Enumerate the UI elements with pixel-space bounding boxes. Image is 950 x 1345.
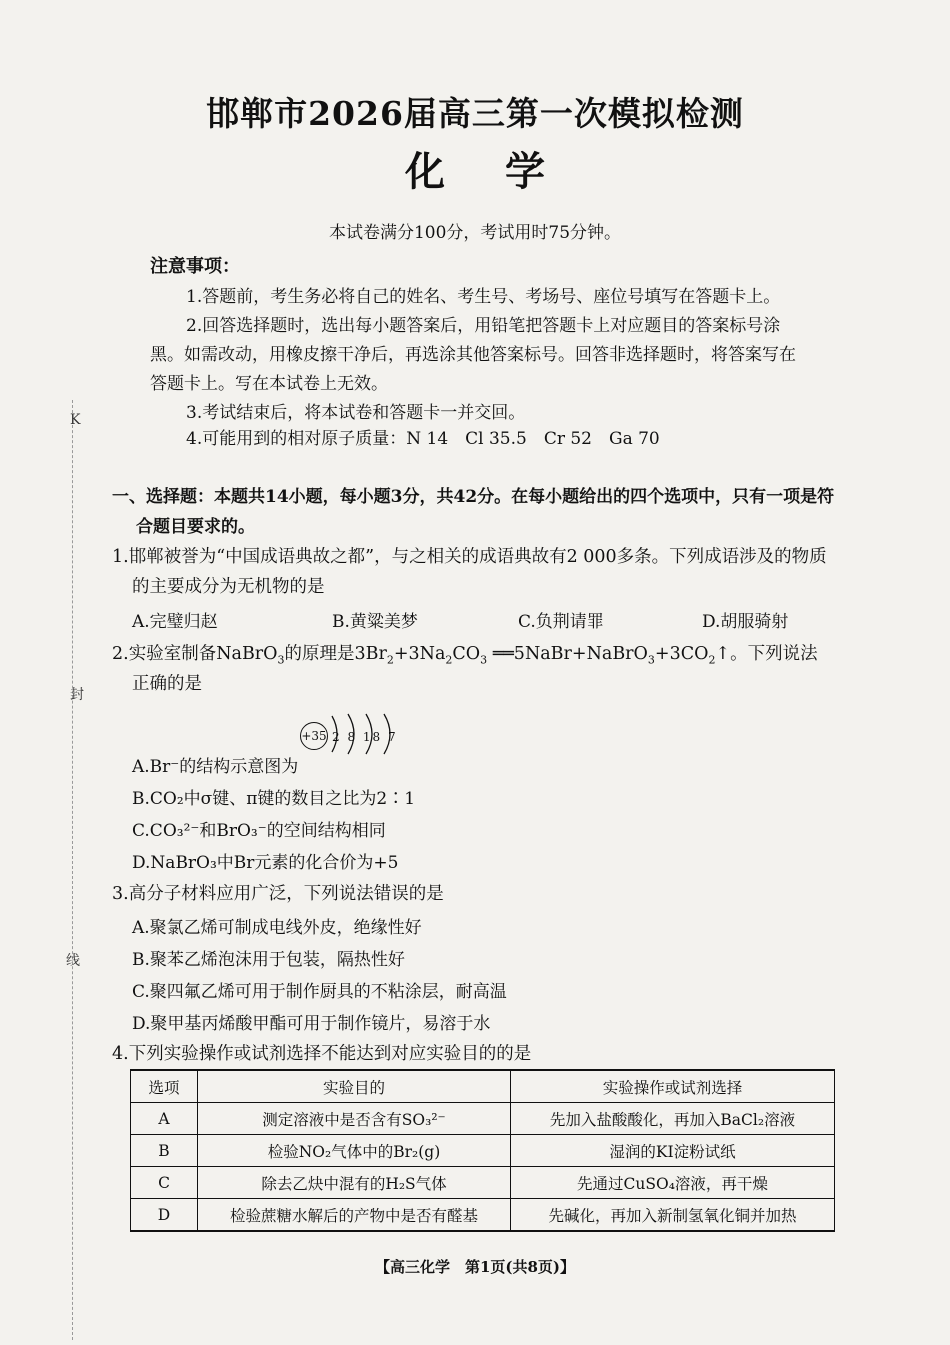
q3-option-b: B.聚苯乙烯泡沫用于包装，隔热性好 [132,950,405,970]
notes-heading: 注意事项： [150,256,240,277]
note-line: 2.回答选择题时，选出每小题答案后，用铅笔把答题卡上对应题目的答案标号涂 [186,316,781,336]
experiment-table [130,1069,835,1232]
table-cell: 除去乙炔中混有的H₂S气体 [198,1167,511,1199]
note-line: 1.答题前，考生务必将自己的姓名、考生号、考场号、座位号填写在答题卡上。 [186,287,781,307]
table-cell: 湿润的KI淀粉试纸 [511,1135,835,1167]
table-cell: A [131,1103,198,1135]
q1-stem: 1.邯郸被誉为“中国成语典故之都”，与之相关的成语典故有2 000多条。下列成语涉及的物质 [112,547,827,567]
q1-option-c: C.负荆请罪 [518,612,604,632]
q4-stem: 4.下列实验操作或试剂选择不能达到对应实验目的的是 [112,1044,532,1064]
table-cell: 先加入盐酸酸化，再加入BaCl₂溶液 [511,1103,835,1135]
q3-option-d: D.聚甲基丙烯酸甲酯可用于制作镜片，易溶于水 [132,1014,491,1034]
q1-option-b: B.黄粱美梦 [332,612,418,632]
q2-stem: 2.实验室制备NaBrO$_3$的原理是$3Br_2+3Na_2CO_3$ $══5NaBr+NaBrO_3+3CO_2↑$。下列说法 [112,644,818,667]
q2-option-c: C.CO₃²⁻和BrO₃⁻的空间结构相同 [132,821,386,841]
note-line: 答题卡上。写在本试卷上无效。 [150,374,388,394]
table-cell: 检验蔗糖水解后的产物中是否有醛基 [198,1199,511,1232]
exam-subject: 化学 [405,148,605,195]
binding-line [72,400,73,1340]
q3-option-a: A.聚氯乙烯可制成电线外皮，绝缘性好 [132,918,422,938]
table-row [131,1199,835,1232]
table-cell: B [131,1135,198,1167]
margin-mark: K [70,412,81,428]
section-heading-cont: 合题目要求的。 [136,517,255,537]
note-line: 4.可能用到的相对原子质量：N 14 Cl 35.5 Cr 52 Ga 70 [186,429,660,449]
exam-info: 本试卷满分100分，考试用时75分钟。 [328,223,622,243]
table-header-row [131,1070,835,1103]
note-line: 黑。如需改动，用橡皮擦干净后，再选涂其他答案标号。回答非选择题时，将答案写在 [150,345,796,365]
section-heading: 一、选择题：本题共14小题，每小题3分，共42分。在每小题给出的四个选项中，只有一项是符 [112,487,835,507]
q3-stem: 3.高分子材料应用广泛，下列说法错误的是 [112,884,444,904]
table-cell: 先通过CuSO₄溶液，再干燥 [511,1167,835,1199]
table-row [131,1103,835,1135]
table-header: 实验操作或试剂选择 [511,1070,835,1103]
q2-option-d: D.NaBrO₃中Br元素的化合价为+5 [132,853,399,873]
q2-option-b: B.CO₂中σ键、π键的数目之比为2∶1 [132,789,416,809]
table-row [131,1167,835,1199]
table-row [131,1135,835,1167]
shell-electron-counts: 2 8 18 7 [332,730,398,744]
q2-stem-cont: 正确的是 [132,674,202,694]
q1-option-d: D.胡服骑射 [702,612,789,632]
q1-stem-cont: 的主要成分为无机物的是 [132,577,325,597]
table-cell: D [131,1199,198,1232]
note-line: 3.考试结束后，将本试卷和答题卡一并交回。 [186,403,526,423]
margin-mark: 封 [70,687,84,703]
q3-option-c: C.聚四氟乙烯可用于制作厨具的不粘涂层，耐高温 [132,982,507,1002]
table-cell: C [131,1167,198,1199]
exam-title: 邯郸市2026届高三第一次模拟检测 [206,94,744,133]
table-cell: 检验NO₂气体中的Br₂(g) [198,1135,511,1167]
q1-option-a: A.完璧归赵 [132,612,218,632]
page-footer: 【高三化学 第1页(共8页)】 [374,1258,576,1276]
q2-option-a: A.Br⁻的结构示意图为 [132,757,299,777]
nucleus: +35 [300,722,328,750]
bohr-diagram [300,718,410,758]
table-header: 选项 [131,1070,198,1103]
table-header: 实验目的 [198,1070,511,1103]
margin-mark: 线 [66,953,80,969]
table-cell: 先碱化，再加入新制氢氧化铜并加热 [511,1199,835,1232]
table-cell: 测定溶液中是否含有SO₃²⁻ [198,1103,511,1135]
